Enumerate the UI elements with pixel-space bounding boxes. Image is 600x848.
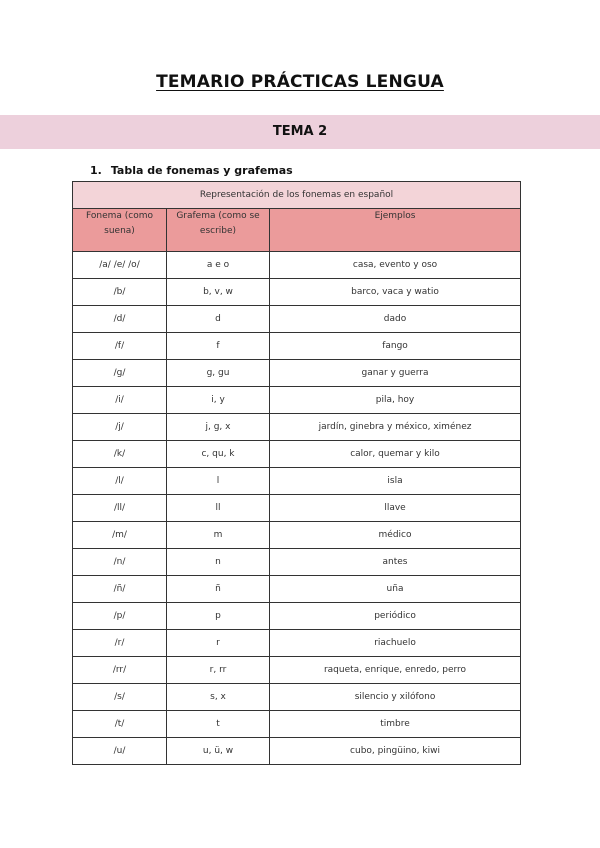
fonema-cell: /a/ /e/ /o/ [73, 252, 167, 279]
grafema-cell: ñ [167, 576, 270, 603]
table-row [73, 414, 521, 441]
table-row [73, 387, 521, 414]
ejemplos-cell: casa, evento y oso [270, 252, 521, 279]
fonema-cell: /n/ [73, 549, 167, 576]
table-row [73, 441, 521, 468]
grafema-cell: i, y [167, 387, 270, 414]
ejemplos-cell: raqueta, enrique, enredo, perro [270, 657, 521, 684]
table-row [73, 252, 521, 279]
grafema-cell: r, rr [167, 657, 270, 684]
fonema-cell: /b/ [73, 279, 167, 306]
table-row [73, 603, 521, 630]
grafema-cell: a e o [167, 252, 270, 279]
document-title: TEMARIO PRÁCTICAS LENGUA [156, 72, 444, 92]
fonema-cell: /m/ [73, 522, 167, 549]
table-caption: Representación de los fonemas en español [73, 182, 521, 209]
fonema-cell: /ñ/ [73, 576, 167, 603]
table-row [73, 684, 521, 711]
tema-banner [0, 115, 600, 149]
fonema-cell: /g/ [73, 360, 167, 387]
table-row [73, 630, 521, 657]
fonema-cell: /t/ [73, 711, 167, 738]
table-body [73, 252, 521, 765]
ejemplos-cell: jardín, ginebra y méxico, ximénez [270, 414, 521, 441]
fonema-cell: /l/ [73, 468, 167, 495]
ejemplos-cell: periódico [270, 603, 521, 630]
fonema-cell: /s/ [73, 684, 167, 711]
grafema-cell: d [167, 306, 270, 333]
ejemplos-cell: cubo, pingüino, kiwi [270, 738, 521, 765]
grafema-cell: u, ü, w [167, 738, 270, 765]
table-row [73, 522, 521, 549]
ejemplos-cell: fango [270, 333, 521, 360]
grafema-cell: m [167, 522, 270, 549]
grafema-cell: s, x [167, 684, 270, 711]
section-heading [90, 164, 293, 177]
grafema-cell: r [167, 630, 270, 657]
table-row [73, 495, 521, 522]
grafema-cell: b, v, w [167, 279, 270, 306]
fonema-cell: /ll/ [73, 495, 167, 522]
fonema-cell: /d/ [73, 306, 167, 333]
ejemplos-cell: llave [270, 495, 521, 522]
fonema-cell: /r/ [73, 630, 167, 657]
ejemplos-cell: silencio y xilófono [270, 684, 521, 711]
fonemas-table [72, 181, 521, 765]
table-header-row [73, 209, 521, 252]
table-row [73, 576, 521, 603]
table-row [73, 360, 521, 387]
section-number: 1. [90, 164, 102, 177]
grafema-cell: t [167, 711, 270, 738]
ejemplos-cell: riachuelo [270, 630, 521, 657]
ejemplos-cell: barco, vaca y watio [270, 279, 521, 306]
ejemplos-cell: ganar y guerra [270, 360, 521, 387]
table-row [73, 306, 521, 333]
ejemplos-cell: pila, hoy [270, 387, 521, 414]
grafema-cell: f [167, 333, 270, 360]
fonema-cell: /rr/ [73, 657, 167, 684]
grafema-cell: l [167, 468, 270, 495]
table-row [73, 468, 521, 495]
grafema-cell: ll [167, 495, 270, 522]
fonema-cell: /i/ [73, 387, 167, 414]
ejemplos-cell: médico [270, 522, 521, 549]
header-grafema: Grafema (como se escribe) [167, 209, 270, 252]
table-row [73, 549, 521, 576]
ejemplos-cell: uña [270, 576, 521, 603]
ejemplos-cell: dado [270, 306, 521, 333]
fonema-cell: /k/ [73, 441, 167, 468]
grafema-cell: c, qu, k [167, 441, 270, 468]
table-row [73, 657, 521, 684]
fonema-cell: /f/ [73, 333, 167, 360]
fonema-cell: /p/ [73, 603, 167, 630]
ejemplos-cell: isla [270, 468, 521, 495]
ejemplos-cell: timbre [270, 711, 521, 738]
ejemplos-cell: antes [270, 549, 521, 576]
table-row [73, 711, 521, 738]
section-title: Tabla de fonemas y grafemas [110, 164, 293, 177]
table-row [73, 279, 521, 306]
grafema-cell: g, gu [167, 360, 270, 387]
table-row [73, 738, 521, 765]
fonema-cell: /j/ [73, 414, 167, 441]
header-ejemplos: Ejemplos [270, 209, 521, 252]
header-fonema: Fonema (como suena) [73, 209, 167, 252]
grafema-cell: p [167, 603, 270, 630]
table-row [73, 333, 521, 360]
grafema-cell: n [167, 549, 270, 576]
tema-label: TEMA 2 [272, 124, 328, 139]
ejemplos-cell: calor, quemar y kilo [270, 441, 521, 468]
fonema-cell: /u/ [73, 738, 167, 765]
table-caption-row [73, 182, 521, 209]
grafema-cell: j, g, x [167, 414, 270, 441]
